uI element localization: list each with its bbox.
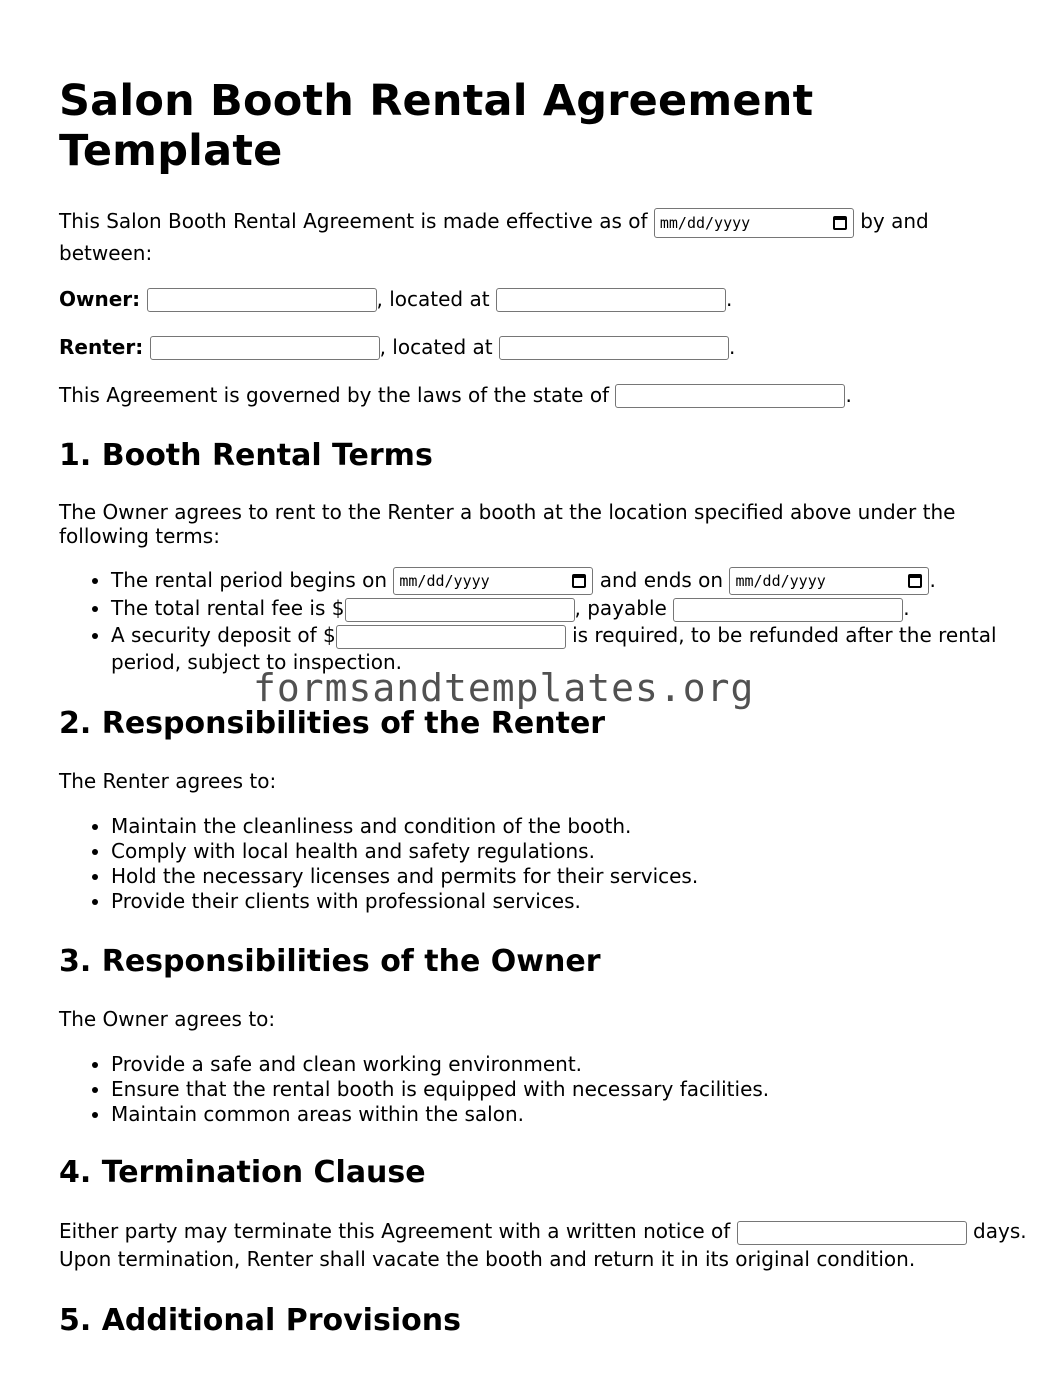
date-placeholder: mm/dd/yyyy: [735, 571, 826, 590]
owner-end: .: [725, 286, 733, 311]
section-heading-booth-rental-terms: 1. Booth Rental Terms: [59, 437, 433, 473]
page-title: Salon Booth Rental Agreement Template: [59, 76, 814, 176]
list-item: • Provide their clients with professional services.: [111, 889, 1019, 914]
date-placeholder: mm/dd/yyyy: [659, 213, 751, 232]
effective-date-input[interactable]: [654, 208, 854, 238]
section1-text: The Owner agrees to rent to the Renter a booth at the location specified above under the following terms:: [59, 499, 956, 548]
list-item: • Maintain the cleanliness and condition of the booth.: [111, 814, 1019, 839]
security-deposit-field[interactable]: [336, 625, 566, 649]
governing-law-line: [59, 378, 1019, 412]
renter-name-field[interactable]: [150, 336, 380, 360]
renter-located-text: , located at: [379, 334, 493, 359]
owner-name-field[interactable]: [147, 288, 377, 312]
owner-address-field[interactable]: [496, 288, 726, 312]
intro-text: This Salon Booth Rental Agreement is made effective as of: [59, 209, 648, 233]
law-end: .: [845, 382, 852, 407]
rental-end-date-input[interactable]: [729, 567, 929, 595]
list-item: • The total rental fee is $ , payable .: [111, 595, 1019, 622]
state-field[interactable]: [615, 384, 845, 408]
calendar-icon: [572, 574, 586, 588]
section-heading-additional-provisions: 5. Additional Provisions: [59, 1303, 461, 1338]
intro-text-end: by and between:: [59, 209, 929, 265]
rental-start-date-input[interactable]: [393, 567, 593, 595]
list-item: • Comply with local health and safety regulations.: [111, 839, 1019, 864]
list-item: • Hold the necessary licenses and permits for their services.: [111, 864, 1019, 889]
owner-line: [59, 282, 1019, 316]
list-item: • The rental period begins on mm/dd/yyyy and ends on mm/dd/yyyy .: [111, 566, 1019, 596]
date-placeholder: mm/dd/yyyy: [399, 571, 490, 590]
renter-end: .: [728, 334, 736, 359]
section-heading-termination: 4. Termination Clause: [59, 1155, 426, 1190]
list-item: • Ensure that the rental booth is equipped with necessary facilities.: [111, 1077, 1019, 1102]
section2-text: The Renter agrees to:: [59, 769, 277, 793]
law-text: This Agreement is governed by the laws of the state of: [59, 382, 610, 407]
rental-terms-list: [59, 566, 1019, 677]
list-item: • Maintain common areas within the salon.: [111, 1102, 1019, 1127]
watermark: formsandtemplates.org: [253, 666, 755, 710]
section-heading-renter-responsibilities: 2. Responsibilities of the Renter: [59, 706, 606, 741]
renter-address-field[interactable]: [499, 336, 729, 360]
section3-text: The Owner agrees to:: [59, 1007, 276, 1031]
owner-located-text: , located at: [376, 286, 490, 311]
owner-responsibilities-list: [59, 1052, 1019, 1127]
notice-days-field[interactable]: [737, 1221, 967, 1245]
list-item: • Provide a safe and clean working environment.: [111, 1052, 1019, 1077]
intro-paragraph: [59, 206, 1019, 268]
renter-responsibilities-list: [59, 814, 1019, 914]
payable-field[interactable]: [673, 598, 903, 622]
rental-fee-field[interactable]: [345, 598, 575, 622]
renter-line: [59, 330, 1019, 364]
calendar-icon: [908, 574, 922, 588]
calendar-icon: [833, 216, 847, 230]
section-heading-owner-responsibilities: 3. Responsibilities of the Owner: [59, 944, 601, 979]
termination-paragraph: Either party may terminate this Agreement with a written notice of days. Upon termination, Renter shall vacate the booth and return it in its original condition.: [59, 1219, 1027, 1271]
renter-label: Renter:: [59, 334, 144, 359]
owner-label: Owner:: [59, 286, 141, 311]
list-item: • A security deposit of $ is required, to be refunded after the rental period, subject to inspection.: [111, 622, 1019, 676]
